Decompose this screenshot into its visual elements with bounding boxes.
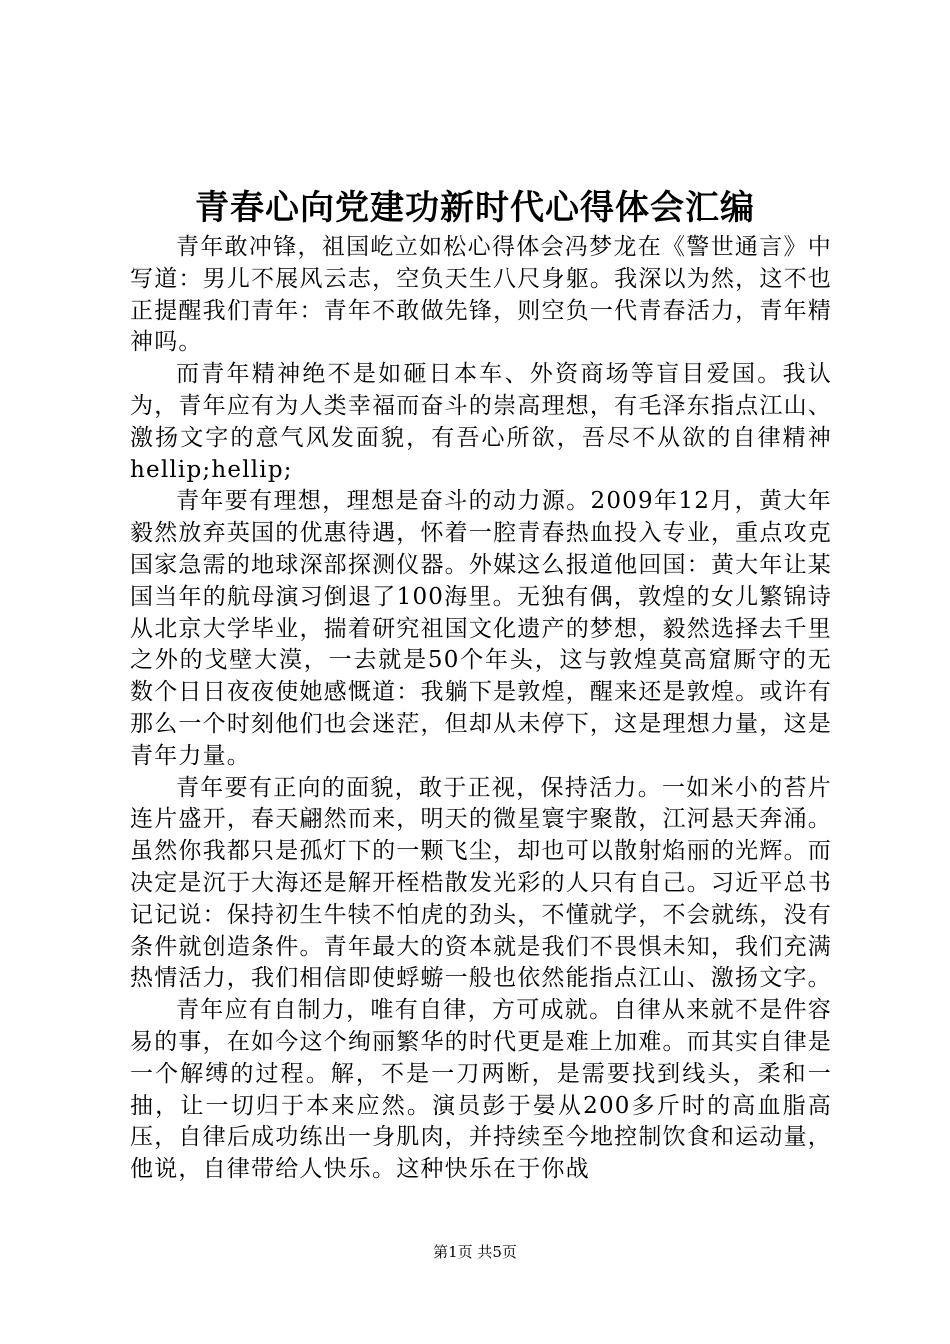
page-number: 第1页 共5页 [433,1243,517,1261]
paragraph: 青年要有理想，理想是奋斗的动力源。2009年12月，黄大年毅然放弃英国的优惠待遇，怀着一腔青春热血投入专业，重点攻克国家急需的地球深部探测仪器。外媒这么报道他回国：黄大年让某国当年的航母演习倒退了100海里。无独有偶，敦煌的女儿繁锦诗从北京大学毕业，揣着研究祖国文化遗产的梦想，毅然选择去千里之外的戈壁大漠，一去就是50个年头，这与敦煌莫高窟厮守的无数个日日夜夜使她感慨道：我躺下是敦煌，醒来还是敦煌。或许有那么一个时刻他们也会迷茫，但却从未停下，这是理想力量，这是青年力量。 [130,488,832,769]
page-footer [0,1242,950,1262]
document-title: 青春心向党建功新时代心得体会汇编 [195,188,755,228]
paragraph: 青年要有正向的面貌，敢于正视，保持活力。一如米小的苔片连片盛开，春天翩然而来，明天的微星寰宇聚散，江河悬天奔涌。虽然你我都只是孤灯下的一颗飞尘，却也可以散射焰丽的光辉。而决定是沉于大海还是解开桎梏散发光彩的人只有自己。习近平总书记记说：保持初生牛犊不怕虎的劲头，不懂就学，不会就练，没有条件就创造条件。青年最大的资本就是我们不畏惧未知，我们充满热情活力，我们相信即使蜉蝣一般也依然能指点江山、激扬文字。 [130,774,832,992]
paragraph: 青年应有自制力，唯有自律，方可成就。自律从来就不是件容易的事，在如今这个绚丽繁华的时代更是难上加难。而其实自律是一个解缚的过程。解，不是一刀两断，是需要找到线头，柔和一抽，让一切归于本来应然。演员彭于晏从200多斤时的高血脂高压，自律后成功练出一身肌肉，并持续至今地控制饮食和运动量，他说，自律带给人快乐。这种快乐在于你战 [130,997,832,1183]
paragraph: 青年敢冲锋，祖国屹立如松心得体会冯梦龙在《警世通言》中写道：男儿不展风云志，空负天生八尺身躯。我深以为然，这不也正提醒我们青年：青年不敢做先锋，则空负一代青春活力，青年精神吗。 [130,234,832,356]
paragraph: 而青年精神绝不是如砸日本车、外资商场等盲目爱国。我认为，青年应有为人类幸福而奋斗的崇高理想，有毛泽东指点江山、激扬文字的意气风发面貌，有吾心所欲，吾尽不从欲的自律精神hellip;hellip; [130,361,832,483]
document-body [130,232,832,1186]
